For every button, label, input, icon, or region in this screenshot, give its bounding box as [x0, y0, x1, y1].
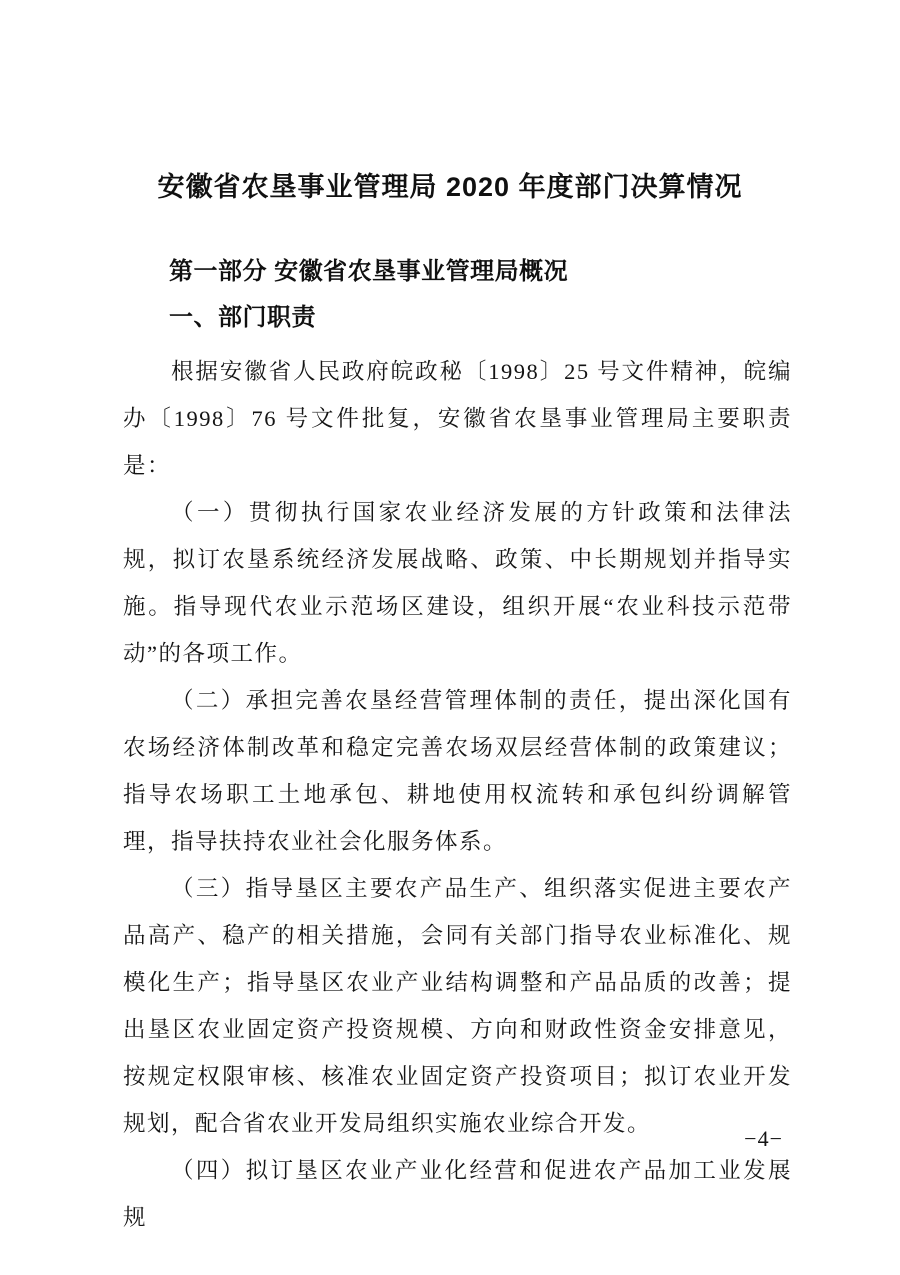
paragraph-duty-1: （一）贯彻执行国家农业经济发展的方针政策和法律法规，拟订农垦系统经济发展战略、政策、中长期规划并指导实施。指导现代农业示范场区建设，组织开展“农业科技示范带动”的各项工作。 — [123, 500, 792, 666]
document-body — [123, 348, 792, 1241]
subsection-heading-duties: 一、部门职责 — [169, 304, 316, 331]
paragraph-duty-4: （四）拟订垦区农业产业化经营和促进农产品加工业发展规 — [123, 1158, 792, 1230]
page-number: −4− — [744, 1126, 783, 1151]
paragraph-duty-3: （三）指导垦区主要农产品生产、组织落实促进主要农产品高产、稳产的相关措施，会同有关部门指导农业标准化、规模化生产；指导垦区农业产业结构调整和产品品质的改善；提出垦区农业固定资产投资规模、方向和财政性资金安排意见，按规定权限审核、核准农业固定资产投资项目；拟订农业开发规划，配合省农业开发局组织实施农业综合开发。 — [123, 876, 792, 1136]
paragraph-duty-2: （二）承担完善农垦经营管理体制的责任，提出深化国有农场经济体制改革和稳定完善农场双层经营体制的政策建议；指导农场职工土地承包、耕地使用权流转和承包纠纷调解管理，指导扶持农业社会化服务体系。 — [123, 688, 792, 854]
paragraph-intro: 根据安徽省人民政府皖政秘〔1998〕25 号文件精神，皖编办〔1998〕76 号文件批复，安徽省农垦事业管理局主要职责是： — [123, 359, 792, 478]
section-heading-part-one: 第一部分 安徽省农垦事业管理局概况 — [169, 258, 569, 285]
document-title: 安徽省农垦事业管理局 2020 年度部门决算情况 — [157, 172, 743, 202]
